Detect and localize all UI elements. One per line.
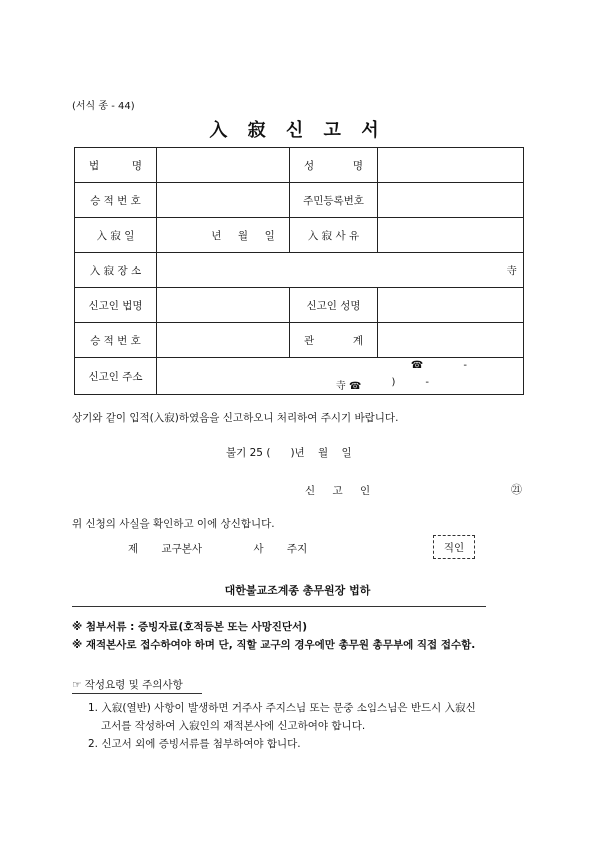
page-title: 入 寂 신 고 서 xyxy=(209,120,386,141)
reporter-address-field[interactable] xyxy=(157,358,524,395)
resident-no-field[interactable] xyxy=(378,183,524,218)
label-reporter-monk-reg-no: 승 적 번 호 xyxy=(75,323,157,358)
date-day-label: 일 xyxy=(264,229,275,242)
label-monk-reg-no: 승 적 번 호 xyxy=(75,183,157,218)
phone-icon: ☎ xyxy=(410,360,424,371)
table-row xyxy=(75,253,524,288)
guide-item-1: 1. 入寂(열반) 사항이 발생하면 거주사 주지스님 또는 문중 소임스님은 반드시 入寂신 xyxy=(88,702,476,714)
reporter-monk-reg-no-field[interactable] xyxy=(157,323,290,358)
seal-icon: ㉑ xyxy=(511,483,522,496)
temple-prefix: 제 xyxy=(128,543,139,555)
relation-field[interactable] xyxy=(378,323,524,358)
monk-name-field[interactable] xyxy=(378,148,524,183)
label-monk-name xyxy=(290,148,378,183)
monk-reg-no-field[interactable] xyxy=(157,183,290,218)
table-row xyxy=(75,183,524,218)
label-death-date: 入 寂 일 xyxy=(75,218,157,253)
reporter-name-field[interactable] xyxy=(378,288,524,323)
temple-name: 사 xyxy=(253,543,264,555)
confirm-statement: 위 신청의 사실을 확인하고 이에 상신합니다. xyxy=(72,518,275,530)
death-date-field[interactable] xyxy=(157,218,290,253)
phone-dash: - xyxy=(463,360,467,371)
label-monk-name-part1: 성 xyxy=(304,159,315,172)
label-relation-part2: 계 xyxy=(352,334,363,347)
guide-item-1-cont: 고서를 작성하여 入寂인의 재적본사에 신고하여야 합니다. xyxy=(101,720,366,732)
temple-phone-label: 寺 ☎ xyxy=(335,381,362,392)
label-monk-name-part2: 명 xyxy=(352,159,363,172)
table-row xyxy=(75,148,524,183)
date-line: 불기 25 ( )년 월 일 xyxy=(226,447,352,459)
corp-name-field[interactable] xyxy=(157,148,290,183)
table-row xyxy=(75,288,524,323)
label-corp-name-part1: 법 xyxy=(89,159,100,172)
organization-signature: 대한불교조계종 총무원장 법하 xyxy=(224,584,371,597)
death-place-field[interactable] xyxy=(157,253,524,288)
date-month-label: 월 xyxy=(237,229,249,242)
temple-district: 교구본사 xyxy=(161,543,203,555)
temple-abbot: 주지 xyxy=(286,543,308,555)
paren-close: ) xyxy=(391,377,396,388)
table-row xyxy=(75,218,524,253)
label-relation xyxy=(290,323,378,358)
label-death-place: 入 寂 장 소 xyxy=(75,253,157,288)
note-attachments: ※ 첨부서류 : 증빙자료(호적등본 또는 사망진단서) xyxy=(72,621,307,633)
reporter-line: 신 고 인 xyxy=(305,485,371,497)
label-corp-name xyxy=(75,148,157,183)
temple-phone-dash: - xyxy=(425,377,429,388)
guide-item-2: 2. 신고서 외에 증빙서류를 첨부하여야 합니다. xyxy=(88,738,301,750)
label-death-reason: 入 寂 사 유 xyxy=(290,218,378,253)
label-reporter-corp-name: 신고인 법명 xyxy=(75,288,157,323)
death-reason-field[interactable] xyxy=(378,218,524,253)
guide-title: ☞ 작성요령 및 주의사항 xyxy=(72,677,202,694)
divider xyxy=(72,606,486,607)
label-corp-name-part2: 명 xyxy=(131,159,142,172)
label-reporter-name: 신고인 성명 xyxy=(290,288,378,323)
label-reporter-address: 신고인 주소 xyxy=(75,358,157,395)
temple-suffix: 寺 xyxy=(506,264,517,277)
temple-line xyxy=(128,541,327,556)
reporter-corp-name-field[interactable] xyxy=(157,288,290,323)
table-row xyxy=(75,323,524,358)
report-table xyxy=(74,147,524,395)
table-row xyxy=(75,358,524,395)
note-processing: ※ 재적본사로 접수하여야 하며 단, 직할 교구의 경우에만 총무원 총무부에 직접 접수함. xyxy=(72,639,476,651)
official-seal-box: 직인 xyxy=(433,535,475,559)
request-statement: 상기와 같이 입적(入寂)하였음을 신고하오니 처리하여 주시기 바랍니다. xyxy=(72,412,399,424)
date-year-label: 년 xyxy=(211,229,222,242)
label-relation-part1: 관 xyxy=(304,334,315,347)
form-number: (서식 종 - 44) xyxy=(72,101,135,112)
label-resident-no: 주민등록번호 xyxy=(290,183,378,218)
